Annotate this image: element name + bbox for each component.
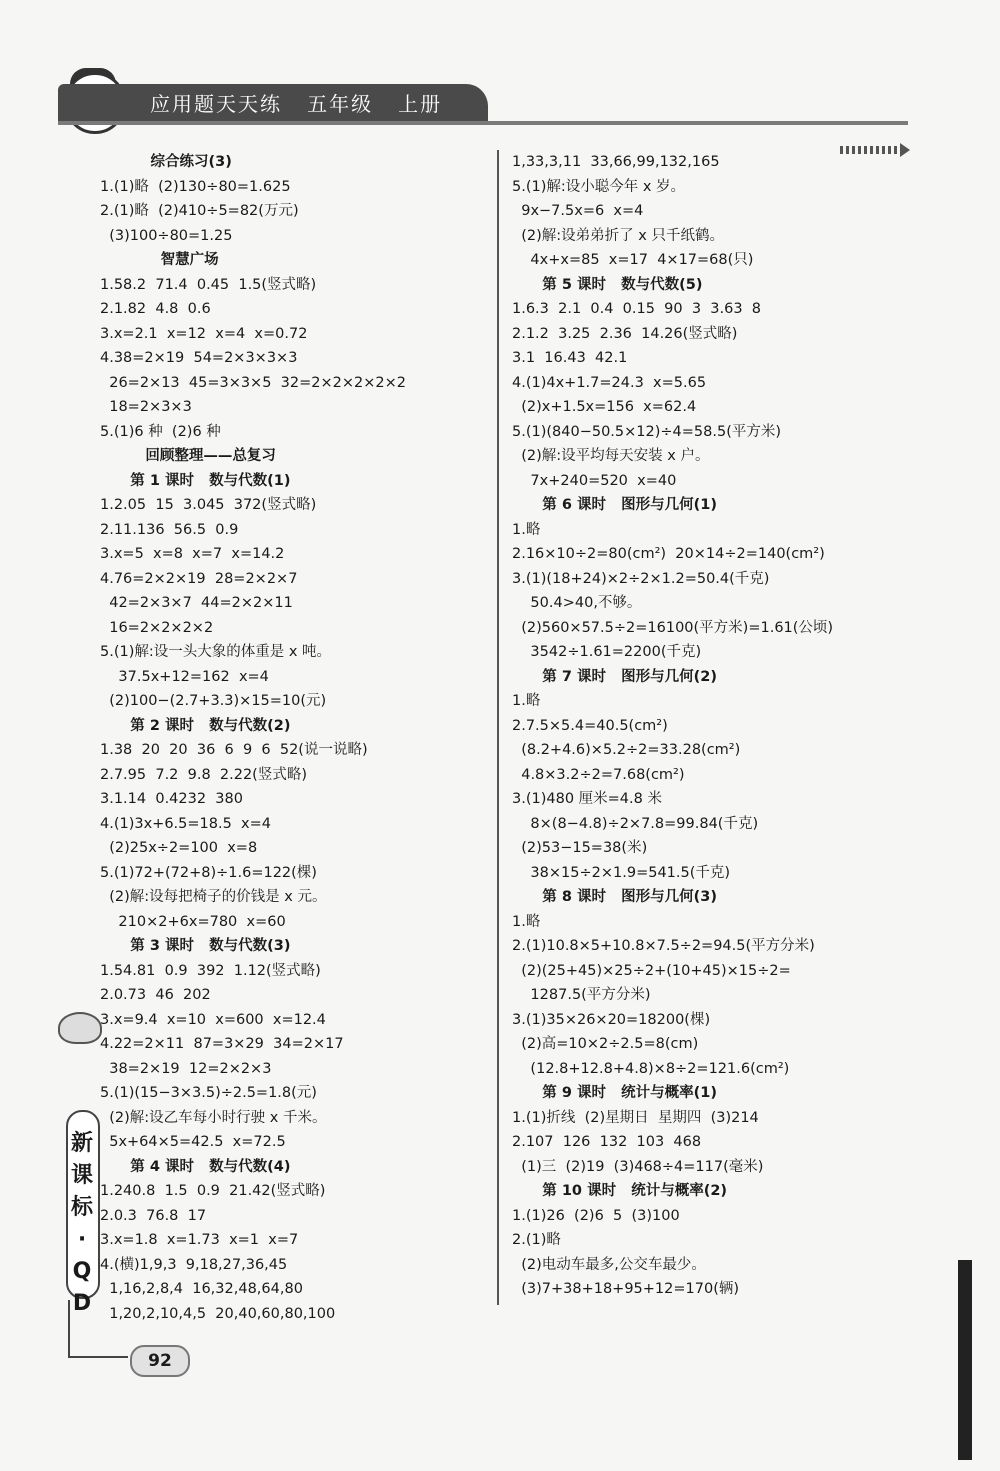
answer-line: (2)电动车最多,公交车最少。 — [512, 1256, 706, 1273]
section-heading: 第 7 课时 图形与几何(2) — [512, 668, 717, 685]
answer-line: (2)解:设平均每天安装 x 户。 — [512, 448, 710, 464]
answer-line: 3.1.14 0.4232 380 — [100, 791, 243, 807]
answer-line: (2)(25+45)×25÷2+(10+45)×15÷2= — [512, 962, 791, 979]
answer-line: (2)解:设乙车每小时行驶 x 千米。 — [100, 1109, 327, 1126]
answer-line: (1)三 (2)19 (3)468÷4=117(毫米) — [512, 1158, 764, 1175]
answer-line: 1.(1)26 (2)6 5 (3)100 — [512, 1207, 680, 1224]
side-line-horizontal — [68, 1356, 128, 1358]
answer-line: 4x+x=85 x=17 4×17=68(只) — [512, 252, 754, 268]
answer-line: 9x−7.5x=6 x=4 — [512, 203, 644, 219]
answer-line: 5x+64×5=42.5 x=72.5 — [100, 1134, 286, 1150]
answer-line: 2.(1)略 (2)410÷5=82(万元) — [100, 203, 299, 219]
answer-line: 18=2×3×3 — [100, 399, 192, 415]
answer-line: 3.x=5 x=8 x=7 x=14.2 — [100, 546, 285, 562]
answer-line: (2)高=10×2÷2.5=8(cm) — [512, 1036, 699, 1052]
answer-line: (2)解:设每把椅子的价钱是 x 元。 — [100, 889, 327, 905]
answer-line: (2)解:设弟弟折了 x 只千纸鹤。 — [512, 227, 724, 244]
answer-line: 1.6.3 2.1 0.4 0.15 90 3 3.63 8 — [512, 301, 762, 317]
answer-line: 2.(1)略 — [512, 1232, 561, 1248]
section-heading: 第 10 课时 统计与概率(2) — [512, 1183, 728, 1199]
answer-line: 2.11.136 56.5 0.9 — [100, 521, 239, 538]
answer-line: (2)560×57.5÷2=16100(平方米)=1.61(公顷) — [512, 619, 834, 636]
answer-line: 2.0.3 76.8 17 — [100, 1207, 207, 1224]
section-heading: 第 9 课时 统计与概率(1) — [512, 1085, 717, 1101]
answer-line: 7x+240=520 x=40 — [512, 472, 677, 489]
header-rule — [58, 121, 908, 125]
answer-line: 37.5x+12=162 x=4 — [100, 668, 269, 685]
answer-line: 5.(1)6 种 (2)6 种 — [100, 423, 221, 440]
section-heading: 回顾整理——总复习 — [100, 448, 276, 464]
answer-line: (3)7+38+18+95+12=170(辆) — [512, 1281, 740, 1297]
answer-line: 1.38 20 20 36 6 9 6 52(说一说略) — [100, 742, 368, 758]
answer-line: 1.略 — [512, 913, 541, 930]
answer-line: 5.(1)解:设一头大象的体重是 x 吨。 — [100, 644, 332, 660]
answer-line: 2.107 126 132 103 468 — [512, 1134, 702, 1150]
answer-line: (2)x+1.5x=156 x=62.4 — [512, 399, 697, 415]
answer-line: (12.8+12.8+4.8)×8÷2=121.6(cm²) — [512, 1060, 790, 1077]
section-heading: 第 8 课时 图形与几何(3) — [512, 889, 717, 905]
answer-line: 3.x=1.8 x=1.73 x=1 x=7 — [100, 1232, 299, 1248]
answer-line: 4.(横)1,9,3 9,18,27,36,45 — [100, 1256, 288, 1273]
answer-line: (2)25x÷2=100 x=8 — [100, 840, 258, 856]
answer-line: 38×15÷2×1.9=541.5(千克) — [512, 864, 731, 881]
answer-line: 1287.5(平方分米) — [512, 987, 651, 1003]
answer-line: 1.(1)略 (2)130÷80=1.625 — [100, 178, 291, 195]
answer-line: 2.1.82 4.8 0.6 — [100, 301, 211, 317]
answer-line: 4.22=2×11 87=3×29 34=2×17 — [100, 1036, 344, 1052]
answer-line: 4.76=2×2×19 28=2×2×7 — [100, 570, 298, 587]
answer-line: 1.2.05 15 3.045 372(竖式略) — [100, 497, 317, 513]
column-divider — [497, 150, 499, 1305]
answer-line: 16=2×2×2×2 — [100, 619, 214, 636]
answer-line: 2.16×10÷2=80(cm²) 20×14÷2=140(cm²) — [512, 546, 825, 562]
answer-line: 3542÷1.61=2200(千克) — [512, 644, 702, 660]
answer-line: 3.(1)35×26×20=18200(棵) — [512, 1011, 711, 1028]
snail-icon — [58, 1012, 102, 1044]
binding-shadow — [958, 1260, 972, 1460]
answer-line: 3.1 16.43 42.1 — [512, 350, 628, 366]
answer-line: 42=2×3×7 44=2×2×11 — [100, 595, 293, 611]
answer-line: 50.4>40,不够。 — [512, 595, 642, 611]
answer-line: 210×2+6x=780 x=60 — [100, 913, 286, 930]
section-heading: 智慧广场 — [100, 252, 219, 268]
answer-line: 2.7.95 7.2 9.8 2.22(竖式略) — [100, 766, 307, 783]
answer-line: 1,20,2,10,4,5 20,40,60,80,100 — [100, 1305, 336, 1322]
answer-line: 5.(1)(840−50.5×12)÷4=58.5(平方米) — [512, 423, 782, 440]
section-heading: 第 6 课时 图形与几何(1) — [512, 497, 717, 513]
answer-line: 4.38=2×19 54=2×3×3×3 — [100, 350, 298, 366]
answer-line: 5.(1)(15−3×3.5)÷2.5=1.8(元) — [100, 1085, 317, 1101]
answer-line: 3.x=2.1 x=12 x=4 x=0.72 — [100, 325, 308, 342]
answer-line: (2)100−(2.7+3.3)×15=10(元) — [100, 693, 327, 709]
answer-line: (2)53−15=38(米) — [512, 840, 648, 856]
section-heading: 第 5 课时 数与代数(5) — [512, 276, 703, 293]
answer-line: 38=2×19 12=2×2×3 — [100, 1060, 272, 1077]
answer-line: 1.240.8 1.5 0.9 21.42(竖式略) — [100, 1183, 326, 1199]
arrow-icon — [900, 143, 910, 157]
answer-line: 2.7.5×5.4=40.5(cm²) — [512, 717, 668, 734]
answer-line: 1.略 — [512, 521, 541, 538]
answer-line: 8×(8−4.8)÷2×7.8=99.84(千克) — [512, 815, 759, 832]
answer-line: 1.54.81 0.9 392 1.12(竖式略) — [100, 962, 321, 979]
answer-line: 3.(1)(18+24)×2÷2×1.2=50.4(千克) — [512, 570, 770, 587]
answer-line: 3.x=9.4 x=10 x=600 x=12.4 — [100, 1011, 326, 1028]
answer-line: 1.(1)折线 (2)星期日 星期四 (3)214 — [512, 1109, 759, 1126]
answer-line: 4.(1)4x+1.7=24.3 x=5.65 — [512, 374, 707, 391]
book-title: 应用题天天练 五年级 上册 — [150, 92, 443, 116]
section-heading: 第 4 课时 数与代数(4) — [100, 1158, 291, 1175]
answer-line: (8.2+4.6)×5.2÷2=33.28(cm²) — [512, 742, 741, 758]
section-heading: 第 2 课时 数与代数(2) — [100, 717, 291, 734]
answer-line: 1.58.2 71.4 0.45 1.5(竖式略) — [100, 276, 317, 293]
answer-line: 3.(1)480 厘米=4.8 米 — [512, 791, 662, 807]
answer-line: 2.(1)10.8×5+10.8×7.5÷2=94.5(平方分米) — [512, 938, 815, 954]
side-label: 新课标·QD — [70, 1131, 93, 1316]
answer-line: 1,33,3,11 33,66,99,132,165 — [512, 154, 720, 170]
side-line — [68, 1300, 70, 1358]
answer-line: 4.(1)3x+6.5=18.5 x=4 — [100, 815, 271, 832]
answer-line: 4.8×3.2÷2=7.68(cm²) — [512, 766, 685, 783]
header-ticks — [840, 146, 900, 154]
page-number: 92 — [130, 1345, 190, 1377]
answer-line: 5.(1)解:设小聪今年 x 岁。 — [512, 178, 686, 195]
answer-line: 5.(1)72+(72+8)÷1.6=122(棵) — [100, 864, 317, 881]
section-heading: 第 3 课时 数与代数(3) — [100, 938, 291, 954]
answer-line: 1.略 — [512, 693, 541, 709]
answer-line: 1,16,2,8,4 16,32,48,64,80 — [100, 1281, 303, 1297]
answer-line: 2.0.73 46 202 — [100, 987, 211, 1003]
section-heading: 第 1 课时 数与代数(1) — [100, 472, 291, 489]
answer-line: (3)100÷80=1.25 — [100, 227, 233, 244]
section-heading: 综合练习(3) — [100, 154, 232, 170]
answer-line: 2.1.2 3.25 2.36 14.26(竖式略) — [512, 325, 738, 342]
answer-line: 26=2×13 45=3×3×5 32=2×2×2×2×2 — [100, 374, 406, 391]
